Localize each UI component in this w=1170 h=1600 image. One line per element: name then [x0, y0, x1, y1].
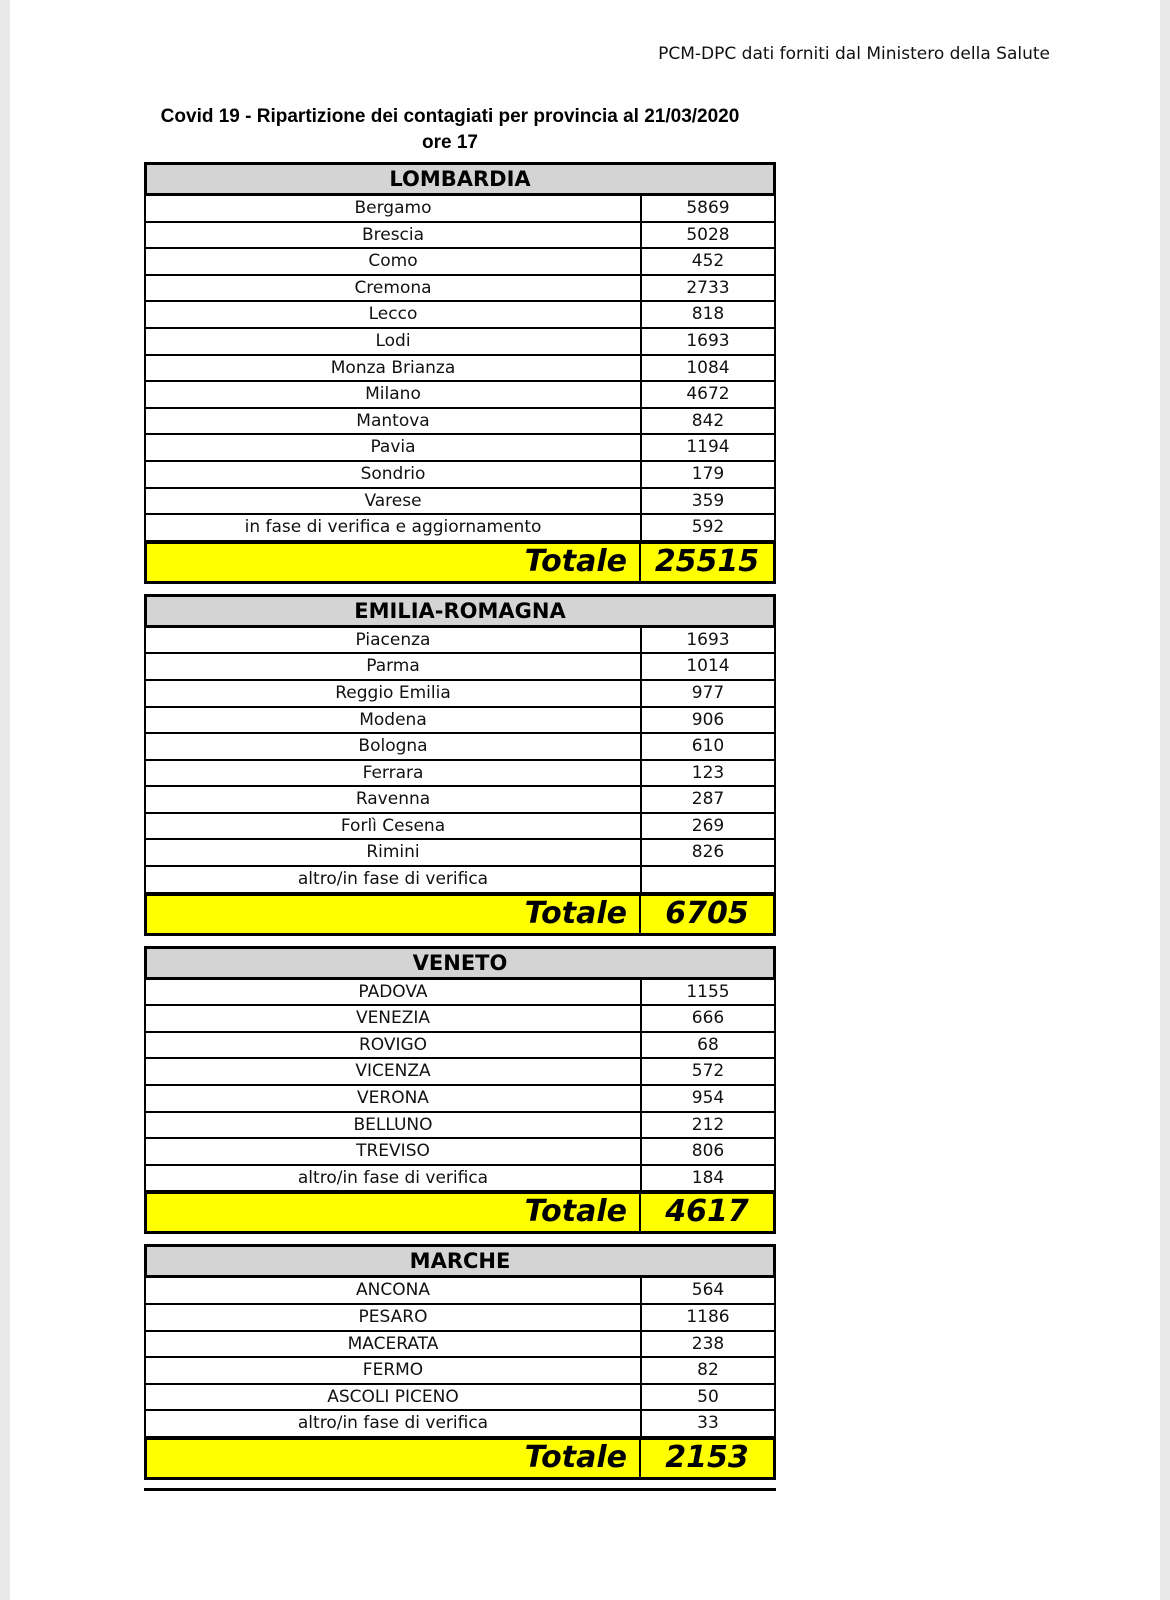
case-count: 179 [691, 463, 725, 484]
case-count: 818 [691, 304, 725, 325]
case-count: 842 [691, 410, 725, 431]
region-header: LOMBARDIA [144, 162, 776, 196]
province-name: Parma [146, 654, 642, 679]
region-section [144, 946, 776, 1235]
table-row [144, 708, 776, 735]
province-name: in fase di verifica e aggiornamento [146, 515, 642, 540]
case-count: 1155 [686, 981, 730, 1002]
province-name: BELLUNO [146, 1113, 642, 1138]
case-count [642, 867, 774, 892]
total-value: 2153 [665, 1439, 749, 1475]
province-name: ASCOLI PICENO [146, 1385, 642, 1410]
region-header: VENETO [144, 946, 776, 980]
title-line-1: Covid 19 - Ripartizione dei contagiati per provincia al 21/03/2020 [160, 106, 740, 127]
title-line-2: ore 17 [422, 132, 478, 153]
case-count: 1186 [686, 1307, 730, 1327]
province-name: MACERATA [146, 1332, 642, 1357]
case-count: 5869 [686, 198, 730, 218]
total-value: 6705 [665, 895, 749, 931]
table-row [144, 734, 776, 761]
total-value: 4617 [665, 1194, 749, 1230]
case-count: 1014 [686, 656, 730, 677]
region-header: MARCHE [144, 1244, 776, 1278]
table-row [144, 462, 776, 489]
case-count: 906 [691, 709, 725, 730]
case-count: 212 [691, 1114, 725, 1135]
total-row [144, 542, 776, 584]
province-name: Lodi [146, 329, 642, 354]
province-name: Como [146, 249, 642, 274]
case-count: 1194 [686, 437, 730, 458]
province-name: altro/in fase di verifica [146, 1411, 642, 1436]
table-row [144, 489, 776, 516]
case-count: 826 [691, 842, 725, 863]
document-page [10, 0, 1160, 1600]
province-name: PESARO [146, 1305, 642, 1330]
case-count: 4672 [686, 384, 730, 405]
province-name: VENEZIA [146, 1006, 642, 1031]
province-name: Piacenza [146, 628, 642, 653]
total-label: Totale [147, 544, 641, 581]
table-row [144, 814, 776, 841]
table-row [144, 435, 776, 462]
table-row [144, 980, 776, 1007]
case-count: 184 [691, 1167, 725, 1188]
province-name: Forlì Cesena [146, 814, 642, 839]
province-name: altro/in fase di verifica [146, 1166, 642, 1191]
table-row [144, 1086, 776, 1113]
table-row [144, 654, 776, 681]
province-name: Mantova [146, 409, 642, 434]
total-row [144, 894, 776, 936]
province-name: altro/in fase di verifica [146, 867, 642, 892]
table-row [144, 1305, 776, 1332]
table-row [144, 761, 776, 788]
table-row [144, 1278, 776, 1305]
case-count: 5028 [686, 224, 730, 245]
province-name: Ferrara [146, 761, 642, 786]
province-name: VICENZA [146, 1059, 642, 1084]
total-row [144, 1192, 776, 1234]
case-count: 1693 [686, 629, 730, 650]
regions-table [144, 162, 776, 1491]
region-section [144, 594, 776, 936]
table-row [144, 840, 776, 867]
table-row [144, 356, 776, 383]
case-count: 2733 [686, 277, 730, 298]
table-row [144, 628, 776, 655]
province-name: Modena [146, 708, 642, 733]
case-count: 806 [691, 1141, 725, 1162]
total-label: Totale [147, 1440, 641, 1477]
case-count: 287 [691, 789, 725, 810]
table-row [144, 196, 776, 223]
case-count: 666 [691, 1008, 725, 1029]
province-name: VERONA [146, 1086, 642, 1111]
total-label: Totale [147, 1194, 641, 1231]
case-count: 452 [691, 251, 725, 272]
table-row [144, 787, 776, 814]
province-name: Cremona [146, 276, 642, 301]
table-row [144, 249, 776, 276]
region-header: EMILIA-ROMAGNA [144, 594, 776, 628]
province-name: Brescia [146, 223, 642, 248]
table-row [144, 382, 776, 409]
province-name: Bologna [146, 734, 642, 759]
table-row [144, 223, 776, 250]
source-note: PCM-DPC dati forniti dal Ministero della Salute [658, 44, 1050, 64]
case-count: 610 [691, 736, 725, 757]
case-count: 50 [697, 1386, 719, 1407]
bottom-rule [144, 1488, 776, 1491]
table-row [144, 515, 776, 542]
table-row [144, 1385, 776, 1412]
table-row [144, 1059, 776, 1086]
table-row [144, 681, 776, 708]
case-count: 977 [691, 682, 725, 703]
table-row [144, 1166, 776, 1193]
case-count: 68 [697, 1034, 719, 1055]
case-count: 269 [691, 815, 725, 836]
table-row [144, 1139, 776, 1166]
province-name: Varese [146, 489, 642, 514]
case-count: 123 [691, 762, 725, 783]
table-row [144, 276, 776, 303]
case-count: 82 [697, 1360, 719, 1381]
province-name: Milano [146, 382, 642, 407]
case-count: 33 [697, 1413, 719, 1434]
table-row [144, 1113, 776, 1140]
table-row [144, 409, 776, 436]
province-name: Bergamo [146, 196, 642, 221]
case-count: 1693 [686, 330, 730, 351]
document-title [140, 104, 760, 156]
region-section [144, 1244, 776, 1491]
table-row [144, 1358, 776, 1385]
province-name: Ravenna [146, 787, 642, 812]
province-name: Monza Brianza [146, 356, 642, 381]
province-name: Pavia [146, 435, 642, 460]
case-count: 238 [691, 1333, 725, 1354]
region-section [144, 162, 776, 584]
table-row [144, 1332, 776, 1359]
province-name: ANCONA [146, 1278, 642, 1303]
table-row [144, 867, 776, 894]
case-count: 1084 [686, 357, 730, 378]
table-row [144, 1411, 776, 1438]
province-name: Reggio Emilia [146, 681, 642, 706]
case-count: 359 [691, 490, 725, 511]
total-label: Totale [147, 896, 641, 933]
case-count: 954 [691, 1088, 725, 1109]
province-name: Rimini [146, 840, 642, 865]
table-row [144, 1033, 776, 1060]
table-row [144, 329, 776, 356]
province-name: PADOVA [146, 980, 642, 1005]
table-row [144, 1006, 776, 1033]
total-row [144, 1438, 776, 1480]
table-row [144, 302, 776, 329]
province-name: FERMO [146, 1358, 642, 1383]
province-name: Lecco [146, 302, 642, 327]
total-value: 25515 [654, 543, 760, 579]
province-name: TREVISO [146, 1139, 642, 1164]
province-name: Sondrio [146, 462, 642, 487]
case-count: 592 [691, 517, 725, 538]
case-count: 564 [691, 1280, 725, 1301]
province-name: ROVIGO [146, 1033, 642, 1058]
case-count: 572 [691, 1061, 725, 1082]
